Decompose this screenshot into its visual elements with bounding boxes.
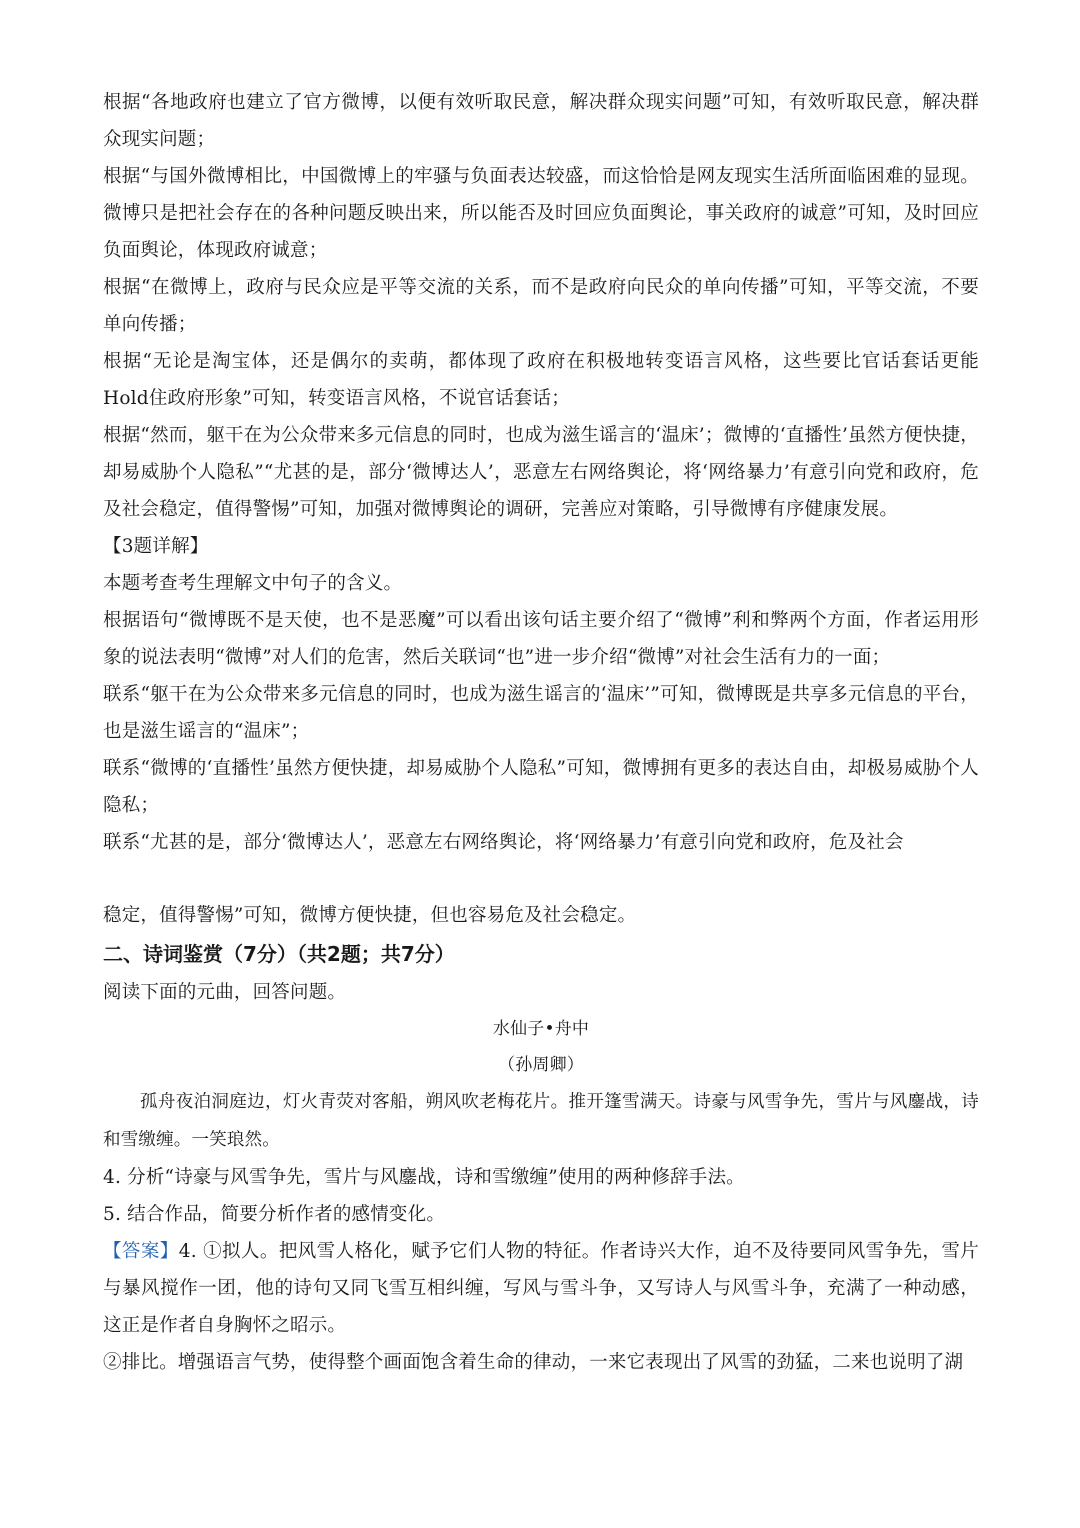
paragraph-official-weibo: 根据“各地政府也建立了官方微博，以便有效听取民意，解决群众现实问题”可知，有效听取民意，解决群众现实问题；	[103, 92, 979, 150]
paragraph-weibo-influencers: 联系“尤甚的是，部分‘微博达人’，恶意左右网络舆论，将‘网络暴力’有意引向党和政府，危及社会	[103, 832, 904, 853]
answer-text: 4. ①拟人。把风雪人格化，赋予它们人物的特征。作者诗兴大作，迫不及待要同风雪争先，雪片与暴风搅作一团，他的诗句又同飞雪互相纠缠，写风与雪斗争，又写诗人与风雪斗争，充满了一种动感，这正是作者自身胸怀之昭示。	[103, 1241, 979, 1336]
poem-author: （孙周卿）	[498, 1055, 584, 1075]
paragraph-rumor-privacy: 根据“然而，躯干在为公众带来多元信息的同时，也成为滋生谣言的‘温床’；微博的‘直播性’虽然方便快捷，却易威胁个人隐私”“尤甚的是，部分‘微博达人’，恶意左右网络舆论，将‘网络暴力’有意引向党和政府，危及社会稳定，值得警惕”可知，加强对微博舆论的调研，完善应对策略，引导微博有序健康发展。	[103, 425, 979, 520]
question-4: 4. 分析“诗豪与风雪争先，雪片与风鏖战，诗和雪缴缠”使用的两种修辞手法。	[103, 1167, 745, 1188]
section-heading-poetry: 二、诗词鉴赏（7分）（共2题；共7分）	[103, 942, 455, 966]
paragraph-language-style: 根据“无论是淘宝体，还是偶尔的卖萌，都体现了政府在积极地转变语言风格，这些要比官话套话更能Hold住政府形象”可知，转变语言风格，不说官话套话；	[103, 351, 979, 409]
line-gap	[103, 861, 979, 897]
paragraph-live-broadcast: 联系“微博的‘直播性’虽然方便快捷，却易威胁个人隐私”可知，微博拥有更多的表达自由，却极易威胁个人隐私；	[103, 758, 979, 816]
paragraph-negative-opinion: 根据“与国外微博相比，中国微博上的牢骚与负面表达较盛，而这恰恰是网友现实生活所面临困难的显现。微博只是把社会存在的各种问题反映出来，所以能否及时回应负面舆论，事关政府的诚意”可知，及时回应负面舆论，体现政府诚意；	[103, 166, 979, 261]
answer-item-2: ②排比。增强语言气势，使得整个画面饱含着生命的律动，一来它表现出了风雪的劲猛，二来也说明了湖	[103, 1352, 964, 1373]
answer-paragraph	[103, 1233, 979, 1344]
poem-title: 水仙子•舟中	[492, 1019, 590, 1039]
subheading-q3-detail: 【3题详解】	[103, 536, 209, 557]
paragraph-continuation: 稳定，值得警惕”可知，微博方便快捷，但也容易危及社会稳定。	[103, 905, 637, 926]
paragraph-warm-bed: 联系“躯干在为公众带来多元信息的同时，也成为滋生谣言的‘温床’”可知，微博既是共享多元信息的平台，也是滋生谣言的“温床”；	[103, 684, 979, 742]
question-5: 5. 结合作品，简要分析作者的感情变化。	[103, 1204, 446, 1225]
paragraph-angel-devil: 根据语句“微博既不是天使，也不是恶魔”可以看出该句话主要介绍了“微博”利和弊两个方面，作者运用形象的说法表明“微博”对人们的危害，然后关联词“也”进一步介绍“微博”对社会生活有力的一面；	[103, 610, 979, 668]
paragraph-equal-exchange: 根据“在微博上，政府与民众应是平等交流的关系，而不是政府向民众的单向传播”可知，平等交流，不要单向传播；	[103, 277, 979, 335]
poem-body: 孤舟夜泊洞庭边，灯火青荧对客船，朔风吹老梅花片。推开篷雪满天。诗豪与风雪争先，雪片与风鏖战，诗和雪缴缠。一笑琅然。	[103, 1092, 979, 1150]
document-content	[103, 84, 979, 1381]
reading-instruction: 阅读下面的元曲，回答问题。	[103, 982, 347, 1003]
answer-tag: 【答案】	[103, 1241, 179, 1262]
paragraph-q3-intro: 本题考查考生理解文中句子的含义。	[103, 573, 403, 594]
